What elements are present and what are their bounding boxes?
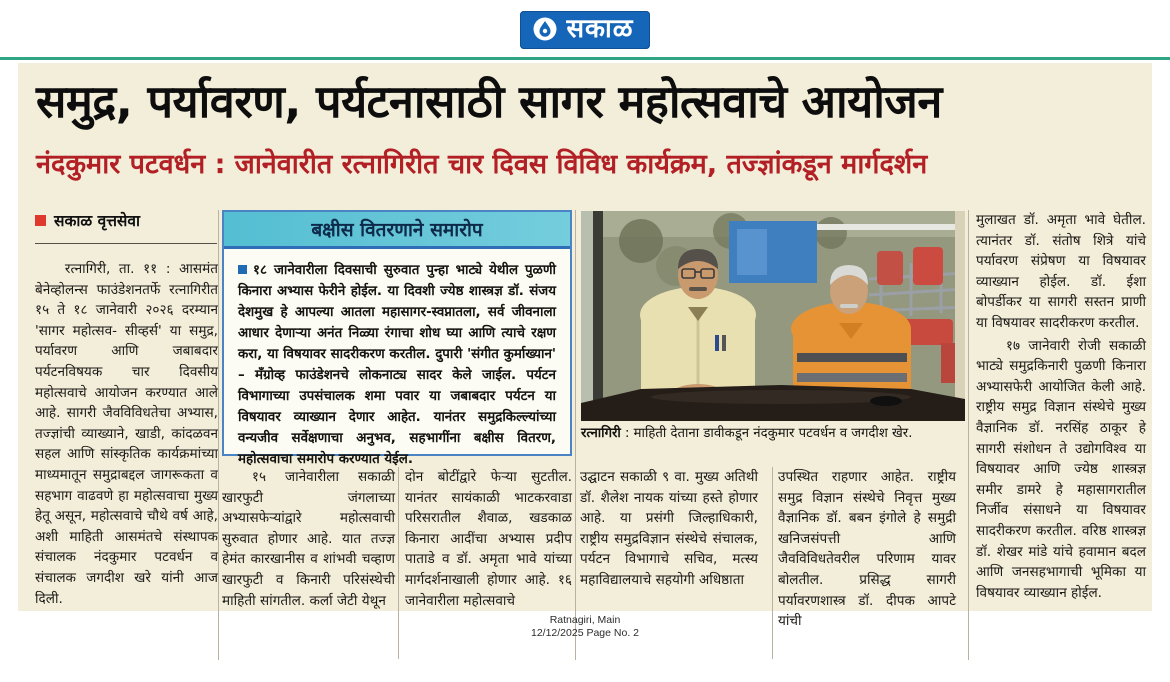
masthead	[0, 11, 1170, 49]
article-column-3	[405, 467, 572, 611]
prize-box-header	[224, 212, 570, 249]
prize-box-text: १८ जानेवारीला दिवसाची सुरुवात पुन्हा भाट्ये येथील पुळणी किनारा अभ्यास फेरीने होईल. या दिवशी ज्येष्ठ शास्त्रज्ञ डॉ. संजय देशमुख हे आपल्या आतला महासागर-स्वप्नातला, सर्व जीवनाला आधार देणाऱ्या अनंत निळ्या रंगाचा शोध घ्या आणि त्याचे रक्षण करा, या विषयावर सादरीकरण करतील. दुपारी 'संगीत कुर्माख्यान' – मँग्रोव्ह फाउंडेशनचे लोकनाट्य सादर केले जाईल. पर्यटन विभागाच्या उपसंचालक शमा पवार या जबाबदार पर्यटन या विषयावर व्याख्यान देणार आहेत. यानंतर समुद्रकिल्ल्यांच्या वन्यजीव सर्वेक्षणाचा अनुभव, सहभागींना बक्षीस वितरण, महोत्सवाचा समारोप करण्यात येईल.	[238, 263, 556, 467]
sakal-logo-icon	[532, 16, 558, 42]
press-photo	[581, 211, 965, 421]
prize-box-body	[224, 249, 570, 480]
caption-location: रत्नागिरी	[581, 426, 621, 441]
footer-edition: Ratnagiri, Main	[549, 614, 621, 626]
column-5-paragraph: उपस्थित राहणार आहेत. राष्ट्रीय समुद्र विज्ञान संस्थेचे निवृत्त मुख्य वैज्ञानिक डॉ. बबन इंगोले हे समुद्री खनिजसंपत्ती आणि जैवविविधतेवरील परिणाम यावर बोलतील. प्रसिद्ध सागरी पर्यावरणशास्त्र डॉ. दीपक आपटे यांची	[778, 469, 956, 630]
table	[581, 385, 965, 421]
column-4-paragraph: उद्घाटन सकाळी ९ वा. मुख्य अतिथी डॉ. शैलेश नायक यांच्या हस्ते होणार आहे. या प्रसंगी जिल्हाधिकारी, राष्ट्रीय समुद्रविज्ञान संस्थेचे संचालक, पर्यटन विभागाचे सचिव, मत्स्य महाविद्यालयाचे सहयोगी अधिष्ठाता	[580, 469, 758, 588]
article-column-2	[222, 467, 395, 611]
column-divider	[575, 210, 576, 660]
byline	[35, 209, 217, 244]
column-6-paragraph-2: १७ जानेवारी रोजी सकाळी भाट्ये समुद्रकिनारी पुळणी किनारा अभ्यासफेरी आयोजित केली आहे. राष्ट्रीय समुद्र विज्ञान संस्थेचे मुख्य वैज्ञानिक डॉ. नरसिंह ठाकूर हे सागरी संशोधन ते उद्योगविश्व या विषयावर आणि ज्येष्ठ शास्त्रज्ञ समीर डामरे हे महासागरातील निर्जीव संसाधने या विषयावर सादरीकरण करतील. वरिष्ठ शास्त्रज्ञ डॉ. शेखर मांडे यांचे हवामान बदल आणि जनसहभागाची भूमिका या विषयावर व्याख्यान होईल.	[976, 337, 1146, 601]
sakal-logo-text: सकाळ	[566, 14, 634, 44]
column-3-paragraph: दोन बोटींद्वारे फेऱ्या सुटतील. यानंतर सायंकाळी भाटकरवाडा परिसरातील शैवाळ, खडकाळ किनारा आदींचा अभ्यास प्रदीप पाताडे व डॉ. अमृता भावे यांच्या मार्गदर्शनाखाली होणार आहे. १६ जानेवारीला महोत्सवाचे	[405, 469, 572, 609]
bullet-square-icon	[238, 265, 247, 274]
masthead-rule	[0, 57, 1170, 60]
article-column-1	[35, 259, 218, 609]
article-column-5	[778, 467, 956, 632]
photo-caption	[581, 425, 965, 442]
column-6-paragraph-1: मुलाखत डॉ. अमृता भावे घेतील. त्यानंतर डॉ. संतोष शित्रे यांचे पर्यावरण संप्रेषण या विषयावर व्याख्यान होईल. डॉ. ईशा बोपर्डीकर या सागरी सस्तन प्राणी या विषयावर सादरीकरण करतील.	[976, 212, 1146, 331]
prize-box-title: बक्षीस वितरणाने समारोप	[311, 219, 483, 241]
column-1-paragraph: रत्नागिरी, ता. ११ : आसमंत बेनेव्होलन्स फाउंडेशनतर्फे रत्नागिरीत १५ ते १८ जानेवारी २०२६ दरम्यान 'सागर महोत्सव- सीव्हर्स' या समुद्र, पर्यावरण आणि जबाबदार पर्यटनविषयक चार दिवसीय महोत्सवाचे आयोजन करण्यात आले आहे. सागरी जैवविविधतेचा अभ्यास, तज्ज्ञांची व्याख्याने, खाडी, कांदळवन सहल आणि सांस्कृतिक कार्यक्रमांच्या माध्यमातून समुद्राबद्दल जागरूकता व सहभाग वाढवणे हा महोत्सवाचा मुख्य हेतू असून, महोत्सवाचे चौथे वर्ष आहे, अशी माहिती आसमंतचे संस्थापक संचालक नंदकुमार पटवर्धन व संचालक जगदीश खरे यांनी आज दिली.	[35, 261, 218, 607]
column-divider	[968, 210, 969, 660]
article-column-4	[580, 467, 758, 591]
subheadline: नंदकुमार पटवर्धन : जानेवारीत रत्नागिरीत चार दिवस विविध कार्यक्रम, तज्ज्ञांकडून मार्गदर्शन	[36, 149, 928, 180]
caption-text: : माहिती देताना डावीकडून नंदकुमार पटवर्धन व जगदीश खेर.	[620, 426, 913, 441]
column-2-paragraph: १५ जानेवारीला सकाळी खारफुटी जंगलाच्या अभ्यासफेऱ्यांद्वारे महोत्सवाची सुरुवात होणार आहे. यात तज्ज्ञ हेमंत कारखानीस व शांभवी चव्हाण खारफुटी व किनारी परिसंस्थेची माहिती सांगतील. कर्ला जेटी येथून	[222, 469, 395, 609]
page-footer	[0, 614, 1170, 640]
footer-date-page: 12/12/2025 Page No. 2	[530, 627, 639, 639]
column-divider	[218, 210, 219, 660]
byline-bullet-icon	[35, 215, 46, 226]
prize-box	[222, 210, 572, 467]
article-column-6	[976, 210, 1146, 603]
headline: समुद्र, पर्यावरण, पर्यटनासाठी सागर महोत्सवाचे आयोजन	[36, 75, 942, 128]
sakal-logo	[520, 11, 649, 49]
byline-label: सकाळ वृत्तसेवा	[54, 212, 141, 230]
